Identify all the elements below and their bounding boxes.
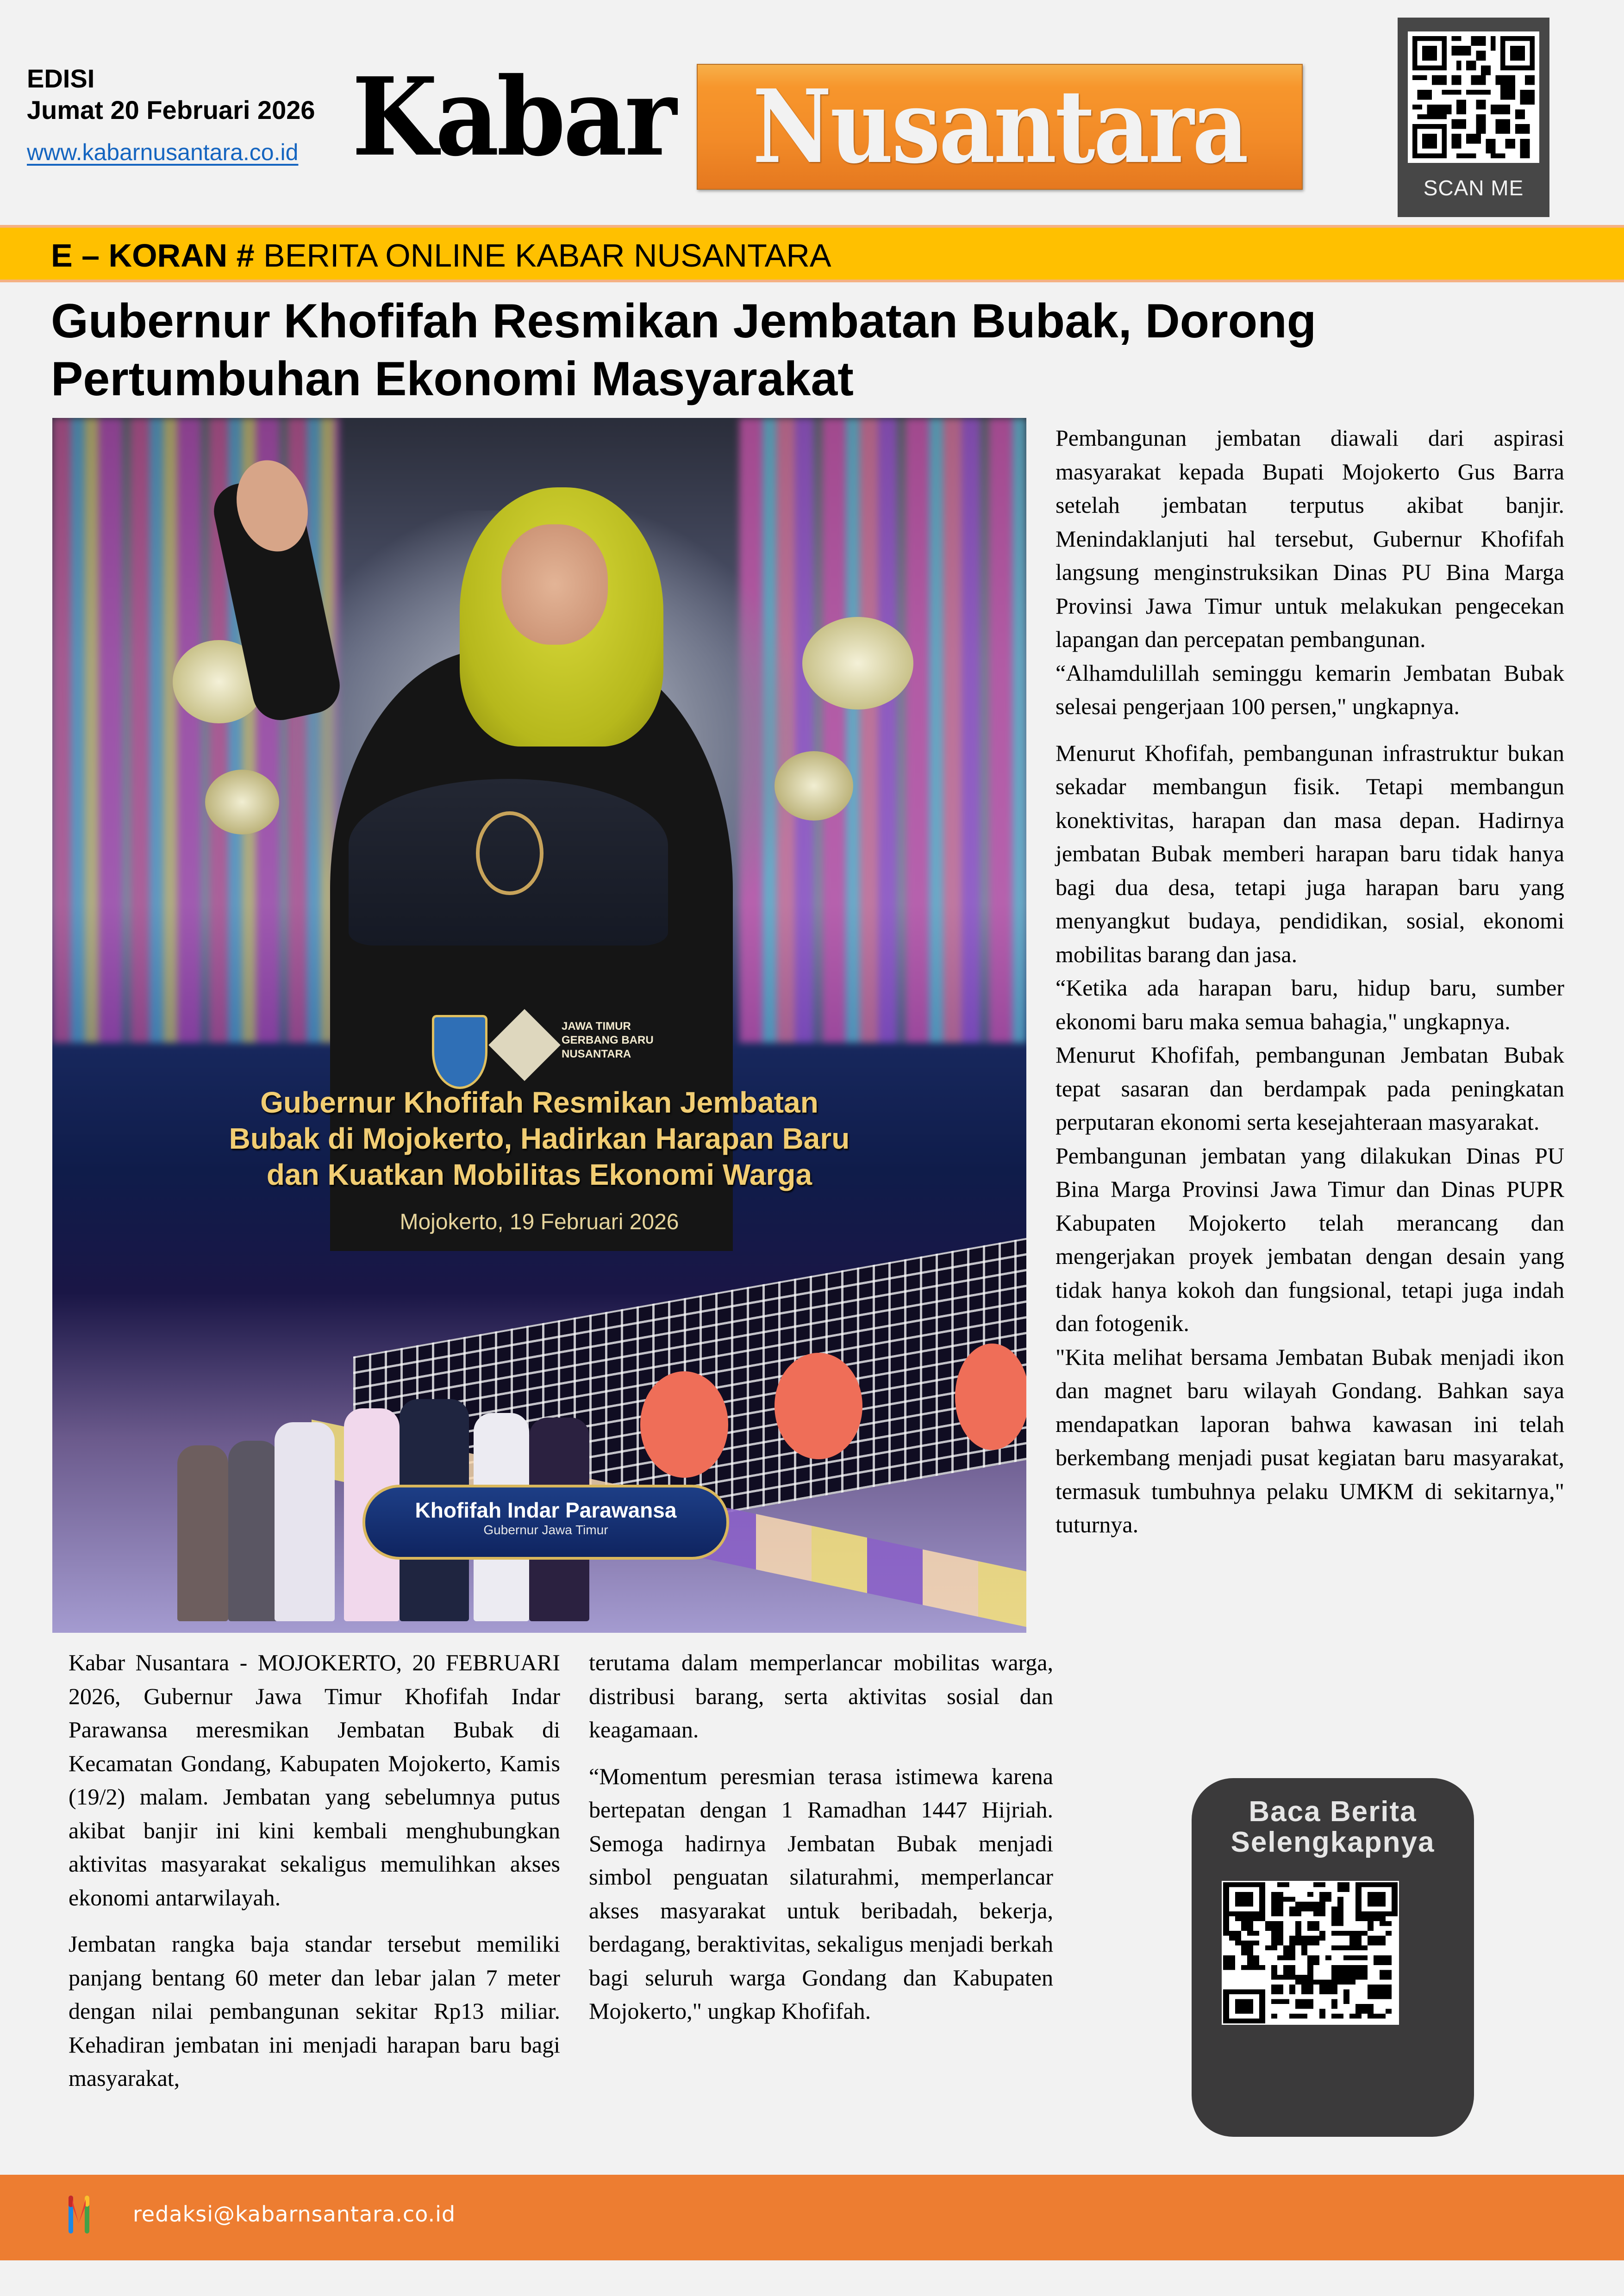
section-banner <box>0 228 1624 280</box>
brand-logo-kabar: Kabar <box>352 54 675 180</box>
paragraph: Jembatan rangka baja standar tersebut memiliki panjang bentang 60 meter dan lebar jalan 7 meter dengan nilai pembangunan sekitar Rp13 miliar. Kehadiran jembatan ini menjadi harapan baru bagi masyarakat, <box>69 1931 560 2091</box>
article-column-right <box>1056 421 1564 1542</box>
read-more-title: Baca Berita Selengkapnya <box>1230 1796 1435 1858</box>
paragraph: terutama dalam memperlancar mobilitas warga, distribusi barang, serta aktivitas sosial dan keagamaan. <box>589 1649 1053 1742</box>
name-plate-role: Gubernur Jawa Timur <box>483 1523 608 1537</box>
edition-date: Jumat 20 Februari 2026 <box>27 95 315 124</box>
paragraph: Menurut Khofifah, pembangunan Jembatan Bubak tepat sasaran dan berdampak pada peningkatan perputaran ekonomi serta kesejahteraan masyarakat. <box>1056 1042 1564 1135</box>
qr-code-icon[interactable] <box>1222 1881 1399 2025</box>
paragraph: Menurut Khofifah, pembangunan infrastruktur bukan sekadar membangun fisik. Tetapi membangun konektivitas, harapan dan masa depan. Hadirnya jembatan Bubak memberi harapan baru tidak hanya bagi dua desa, tetapi juga harapan baru yang menyangkut budaya, pendidikan, sosial, ekonomi mobilitas barang dan jasa. <box>1056 740 1564 967</box>
flower-decoration <box>775 751 853 821</box>
footer-bar <box>0 2175 1624 2260</box>
headline-line-1: Gubernur Khofifah Resmikan Jembatan Bubak, Dorong <box>51 294 1317 348</box>
banner-text <box>51 238 831 273</box>
headline-line-2: Pertumbuhan Ekonomi Masyarakat <box>51 352 854 406</box>
brand-logo-nusantara: Nusantara <box>752 68 1247 186</box>
speaker-face <box>501 524 608 645</box>
article-headline <box>51 292 1440 408</box>
name-plate-name: Khofifah Indar Parawansa <box>415 1498 677 1522</box>
banner-label: E – KORAN # <box>51 237 255 274</box>
qr-code-icon[interactable] <box>1408 31 1539 163</box>
brand-logo-box <box>697 64 1303 190</box>
read-more-card[interactable] <box>1192 1778 1474 2137</box>
qr-code-top-graphic <box>1412 36 1535 158</box>
walking-group <box>122 1320 585 1621</box>
scan-me-label: SCAN ME <box>1423 176 1524 200</box>
website-link[interactable]: www.kabarnusantara.co.id <box>27 139 299 165</box>
footer-email-link[interactable]: redaksi@kabarnsantara.co.id <box>133 2202 456 2227</box>
paragraph: Pembangunan jembatan diawali dari aspirasi masyarakat kepada Bupati Mojokerto Gus Barra setelah jembatan terputus akibat banjir. Menindaklanjuti hal tersebut, Gubernur Khofifah langsung menginstruksikan Dinas PU Bina Marga Provinsi Jawa Timur untuk melakukan pengecekan lapangan dan percepatan pembangunan. <box>1056 425 1564 652</box>
qr-code-bottom-graphic <box>1223 1882 1398 2023</box>
paragraph: “Ketika ada harapan baru, hidup baru, sumber ekonomi baru maka semua bahagia," ungkapnya. <box>1056 975 1564 1034</box>
name-plate <box>362 1485 729 1560</box>
banner-bottom-divider <box>0 280 1624 282</box>
jawa-timur-crest-icon <box>432 1015 487 1089</box>
person-figure <box>275 1422 335 1621</box>
poster-date: Mojokerto, 19 Februari 2026 <box>400 1210 679 1234</box>
gmail-icon <box>69 2196 89 2234</box>
article-photo <box>52 418 1026 1633</box>
article-column-left <box>69 1646 560 2095</box>
paragraph: Kabar Nusantara - MOJOKERTO, 20 FEBRUARI 2026, Gubernur Jawa Timur Khofifah Indar Parawansa meresmikan Jembatan Bubak di Kecamatan Gondang, Kabupaten Mojokerto, Kamis (19/2) malam. Jembatan yang sebelumnya putus akibat banjir ini kini kembali menghubungkan aktivitas masyarakat sekaligus memulihkan akses ekonomi antarwilayah. <box>69 1649 560 1910</box>
poster-title: Gubernur Khofifah Resmikan Jembatan Bubak di Mojokerto, Hadirkan Harapan Baru dan Kuatkan Mobilitas Ekonomi Warga <box>229 1086 850 1191</box>
person-figure <box>228 1441 279 1621</box>
paragraph: Pembangunan jembatan yang dilakukan Dinas PU Bina Marga Provinsi Jawa Timur dan Dinas PUPR Kabupaten Mojokerto telah merancang dan mengerjakan proyek jembatan dengan desain yang tidak hanya kokoh dan fungsional, tetapi juga indah dan fotogenik. <box>1056 1142 1564 1336</box>
gerbang-baru-logo-text: JAWA TIMUR GERBANG BARU NUSANTARA <box>562 1020 654 1060</box>
ornament-disc <box>640 1371 728 1478</box>
article-column-middle <box>589 1646 1053 2028</box>
edition-label: EDISI <box>27 64 95 93</box>
paragraph: "Kita melihat bersama Jembatan Bubak menjadi ikon dan magnet baru wilayah Gondang. Bahkan saya mendapatkan laporan bahwa kawasan ini telah berkembang menjadi pusat kegiatan baru masyarakat, termasuk tumbuhnya pelaku UMKM di sekitarnya," tuturnya. <box>1056 1344 1564 1537</box>
paragraph: “Alhamdulillah seminggu kemarin Jembatan Bubak selesai pengerjaan 100 persen," ungkapnya. <box>1056 660 1564 719</box>
flower-decoration <box>802 617 913 709</box>
garuda-emblem-icon <box>476 811 543 895</box>
flower-decoration <box>205 770 279 834</box>
qr-scan-panel[interactable] <box>1398 18 1549 217</box>
ornament-disc <box>775 1353 862 1459</box>
banner-subtitle: BERITA ONLINE KABAR NUSANTARA <box>254 237 831 274</box>
ornament-disc <box>955 1344 1026 1450</box>
paragraph: “Momentum peresmian terasa istimewa karena bertepatan dengan 1 Ramadhan 1447 Hijriah. Semoga hadirnya Jembatan Bubak menjadi simbol penguatan silaturahmi, memperlancar akses masyarakat untuk beribadah, bekerja, berdagang, beraktivitas, sekaligus menjadi berkah bagi seluruh warga Gondang dan Kabupaten Mojokerto," ungkap Khofifah. <box>589 1763 1053 2024</box>
person-figure <box>177 1445 228 1621</box>
